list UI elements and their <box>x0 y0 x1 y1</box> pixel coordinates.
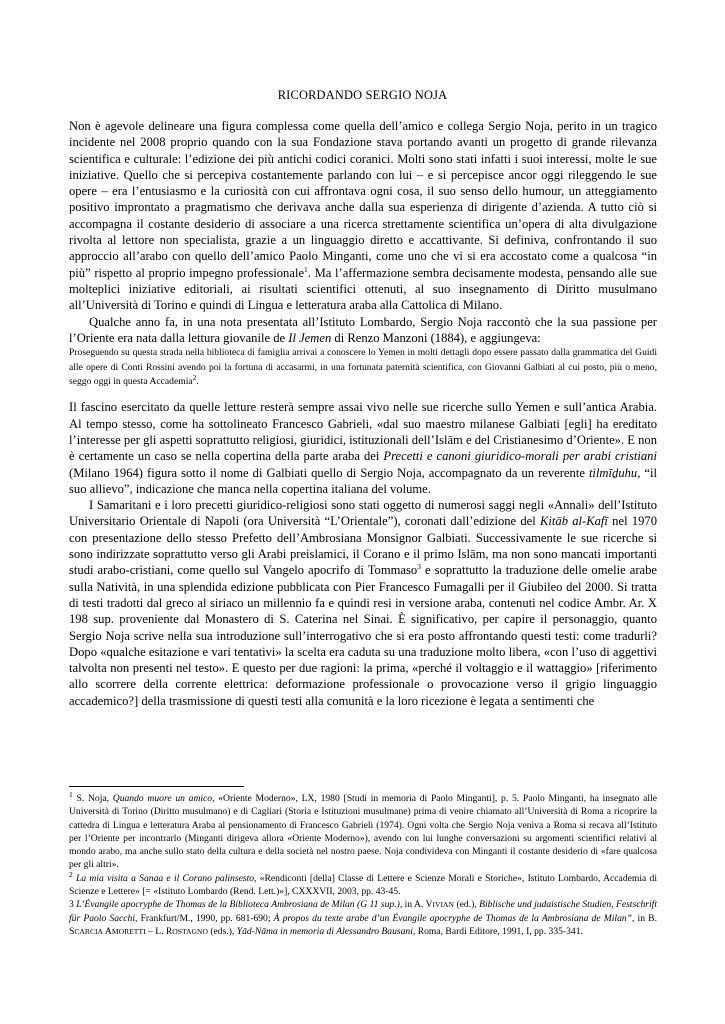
spacer <box>69 389 657 399</box>
footnote-divider <box>69 786 244 787</box>
footnote-ref-1[interactable]: 1 <box>304 264 308 274</box>
paragraph-1: Non è agevole delineare una figura complessa come quella dell’amico e collega Sergio Noja, perito in un tragico incidente nel 2008 proprio quando con la sua Fondazione stava portando avanti un progetto di grande rilevanza scientifica e culturale: l’edizione dei più antichi codici coranici. Molti sono stati infatti i suoi interessi, molte le sue iniziative. Quello che si percepiva costantemente parlando con lui – e si percepisce ancor oggi rileggendo le sue opere – era l’entusiasmo e la curiosità con cui affrontava ogni cosa, il suo senso dello humour, un atteggiamento positivo improntato a pragmatismo che derivava anche dalla sua esperienza di dirigente d’azienda. A tutto ciò si accompagna il costante desiderio di associare a una ricerca strettamente scientifica un’opera di alta divulgazione rivolta al lettore non specialista, grazie a un linguaggio diretto e accattivante. Si definiva, confrontando il suo approccio all’arabo con quello dell’amico Paolo Minganti, come uno che vi si era accostato come a qualcosa “in più” rispetto al proprio impegno professionale$^1$. Ma l’affermazione sembra decisamente modesta, pensando alle sue molteplici iniziative editoriali, ai risultati scientifici ottenuti, al suo insegnamento di Diritto musulmano all’Università di Torino e quindi di Lingua e letteratura araba alla Cattolica di Milano. <box>69 119 657 313</box>
block-quote: Proseguendo su questa strada nella biblioteca di famiglia arrivai a conoscere lo Yemen in molti dettagli dopo essere passato dalla grammatica del Guidi alle opere di Conti Rossini avendo poi la fortuna di accasarmi, in una fortunata paternità scientifica, con Giovanni Galbiati al cui posto, più o meno, seggo oggi in questa Accademia$^2$. <box>69 347 657 387</box>
footnote-1: $^1$ S. Noja, Quando muore un amico, «Oriente Moderno», LX, 1980 [Studi in memoria di Paolo Minganti], p. 5. Paolo Minganti, ha insegnato alle Università di Torino (Diritto musulmano) e di Cagliari (Storia e Istituzioni musulmane) prima di venire chiamato all’Università di Roma a ricoprire la cattedra di Lingua e letteratura Araba al pensionamento di Francesco Gabrieli (1974). Ogni volta che Sergio Noja veniva a Roma si recava all’Istituto per l’Oriente per incontrarlo (Minganti dirigeva allora «Oriente Moderno»), avendo con lui lunghe conversazioni su argomenti scientifici relativi al mondo arabo, ma anche sullo stato della cultura e della società nel nostro paese. Noja condivideva con Minganti il costante desiderio di «fare qualcosa per gli altri». <box>69 789 657 871</box>
footnote-2: $^2$ La mia visita a Sanaa e il Corano palinsesto, «Rendiconti [della] Classe di Lettere e Scienze Morali e Storiche», Istituto Lombardo, Accademia di Scienze e Lettere» [= «Istituto Lombardo (Rend. Lett.)»], CXXXVII, 2003, pp. 43-45. <box>69 869 657 898</box>
footnote-3: 3 L’Évangile apocryphe de Thomas de la Biblioteca Ambrosiana de Milan (G 11 sup.), in A. VIVIAN (ed.), Biblische und judaistische Studien, Festschrift für Paolo Sacchi, Frankfurt/M., 1990, pp. 681-690; À propos du texte arabe d’un Évangile apocryphe de Thomas de la Ambrosiana de Milan”, in B. SCARCIA AMORETTI – L. ROSTAGNO (eds.), Yād-Nāma in memoria di Alessandro Bausani, Roma, Bardi Editore, 1991, I, pp. 335-341. <box>69 899 657 937</box>
page-title: RICORDANDO SERGIO NOJA <box>277 88 448 102</box>
paragraph-3: Il fascino esercitato da quelle letture resterà sempre assai vivo nelle sue ricerche sullo Yemen e sull’antica Arabia. Al tempo stesso, come ha sottolineato Francesco Gabrieli, «dal suo maestro milanese Galbiati [egli] ha ereditato l’interesse per gli aspetti soprattutto religiosi, giuridici, istituzionali dell’Islām e del Cristianesimo d’Oriente». E non è certamente un caso se nella copertina della parte araba dei Precetti e canoni giuridico-morali per arabi cristiani (Milano 1964) figura sotto il nome di Galbiati quello di Sergio Noja, accompagnato da un reverente tilmīḏuhu, “il suo allievo”, indicazione che manca nella copertina italiana del volume. <box>69 400 657 496</box>
paragraph-4: I Samaritani e i loro precetti giuridico-religiosi sono stati oggetto di numerosi saggi negli «Annali» dell’Istituto Universitario Orientale di Napoli (ora Università “L’Orientale”), coronati dall’edizione del Kitāb al-Kafī nel 1970 con presentazione dello stesso Prefetto dell’Ambrosiana Monsignor Galbiati. Successivamente le sue ricerche si sono indirizzate soprattutto verso gli Arabi preislamici, il Corano e il primo Islām, ma non sono mancati importanti studi arabo-cristiani, come quello sul Vangelo apocrifo di Tommaso$^3$ e soprattutto la traduzione delle omelie arabe sulla Natività, in una splendida edizione pubblicata con Pier Francesco Fumagalli per il Giubileo del 2000. Si tratta di testi tradotti dal greco al siriaco un millennio fa e quindi resi in versione araba, contenuti nel codice Ambr. Ar. X 198 sup. proveniente dal Monastero di S. Caterina nel Sinai. È significativo, per capire il personaggio, quanto Sergio Noja scrive nella sua introduzione sull’interrogativo che si era posto affrontando questi testi: come tradurli? Dopo «qualche esitazione e vari tentativi» la scelta era caduta su una traduzione molto libera, «con l’uso di aggettivi talvolta non presenti nel testo». E questo per due ragioni: la prima, «perché il voltaggio e il wattaggio» [riferimento allo scorrere della corrente elettrica: deformazione professionale o provocazione verso il grigio linguaggio accademico?] della trasmissione di questi testi alla comunità e la loro ricezione è legata a sentimenti che <box>69 498 657 708</box>
paragraph-2: Qualche anno fa, in una nota presentata all’Istituto Lombardo, Sergio Noja raccontò che la sua passione per l’Oriente era nata dalla lettura giovanile de Il Jemen di Renzo Manzoni (1884), e aggiungeva: <box>69 314 657 345</box>
article-body <box>69 118 657 709</box>
footnotes <box>69 786 657 938</box>
footnote-ref-3[interactable]: 3 <box>417 562 421 572</box>
footnote-ref-2[interactable]: 2 <box>192 372 197 382</box>
